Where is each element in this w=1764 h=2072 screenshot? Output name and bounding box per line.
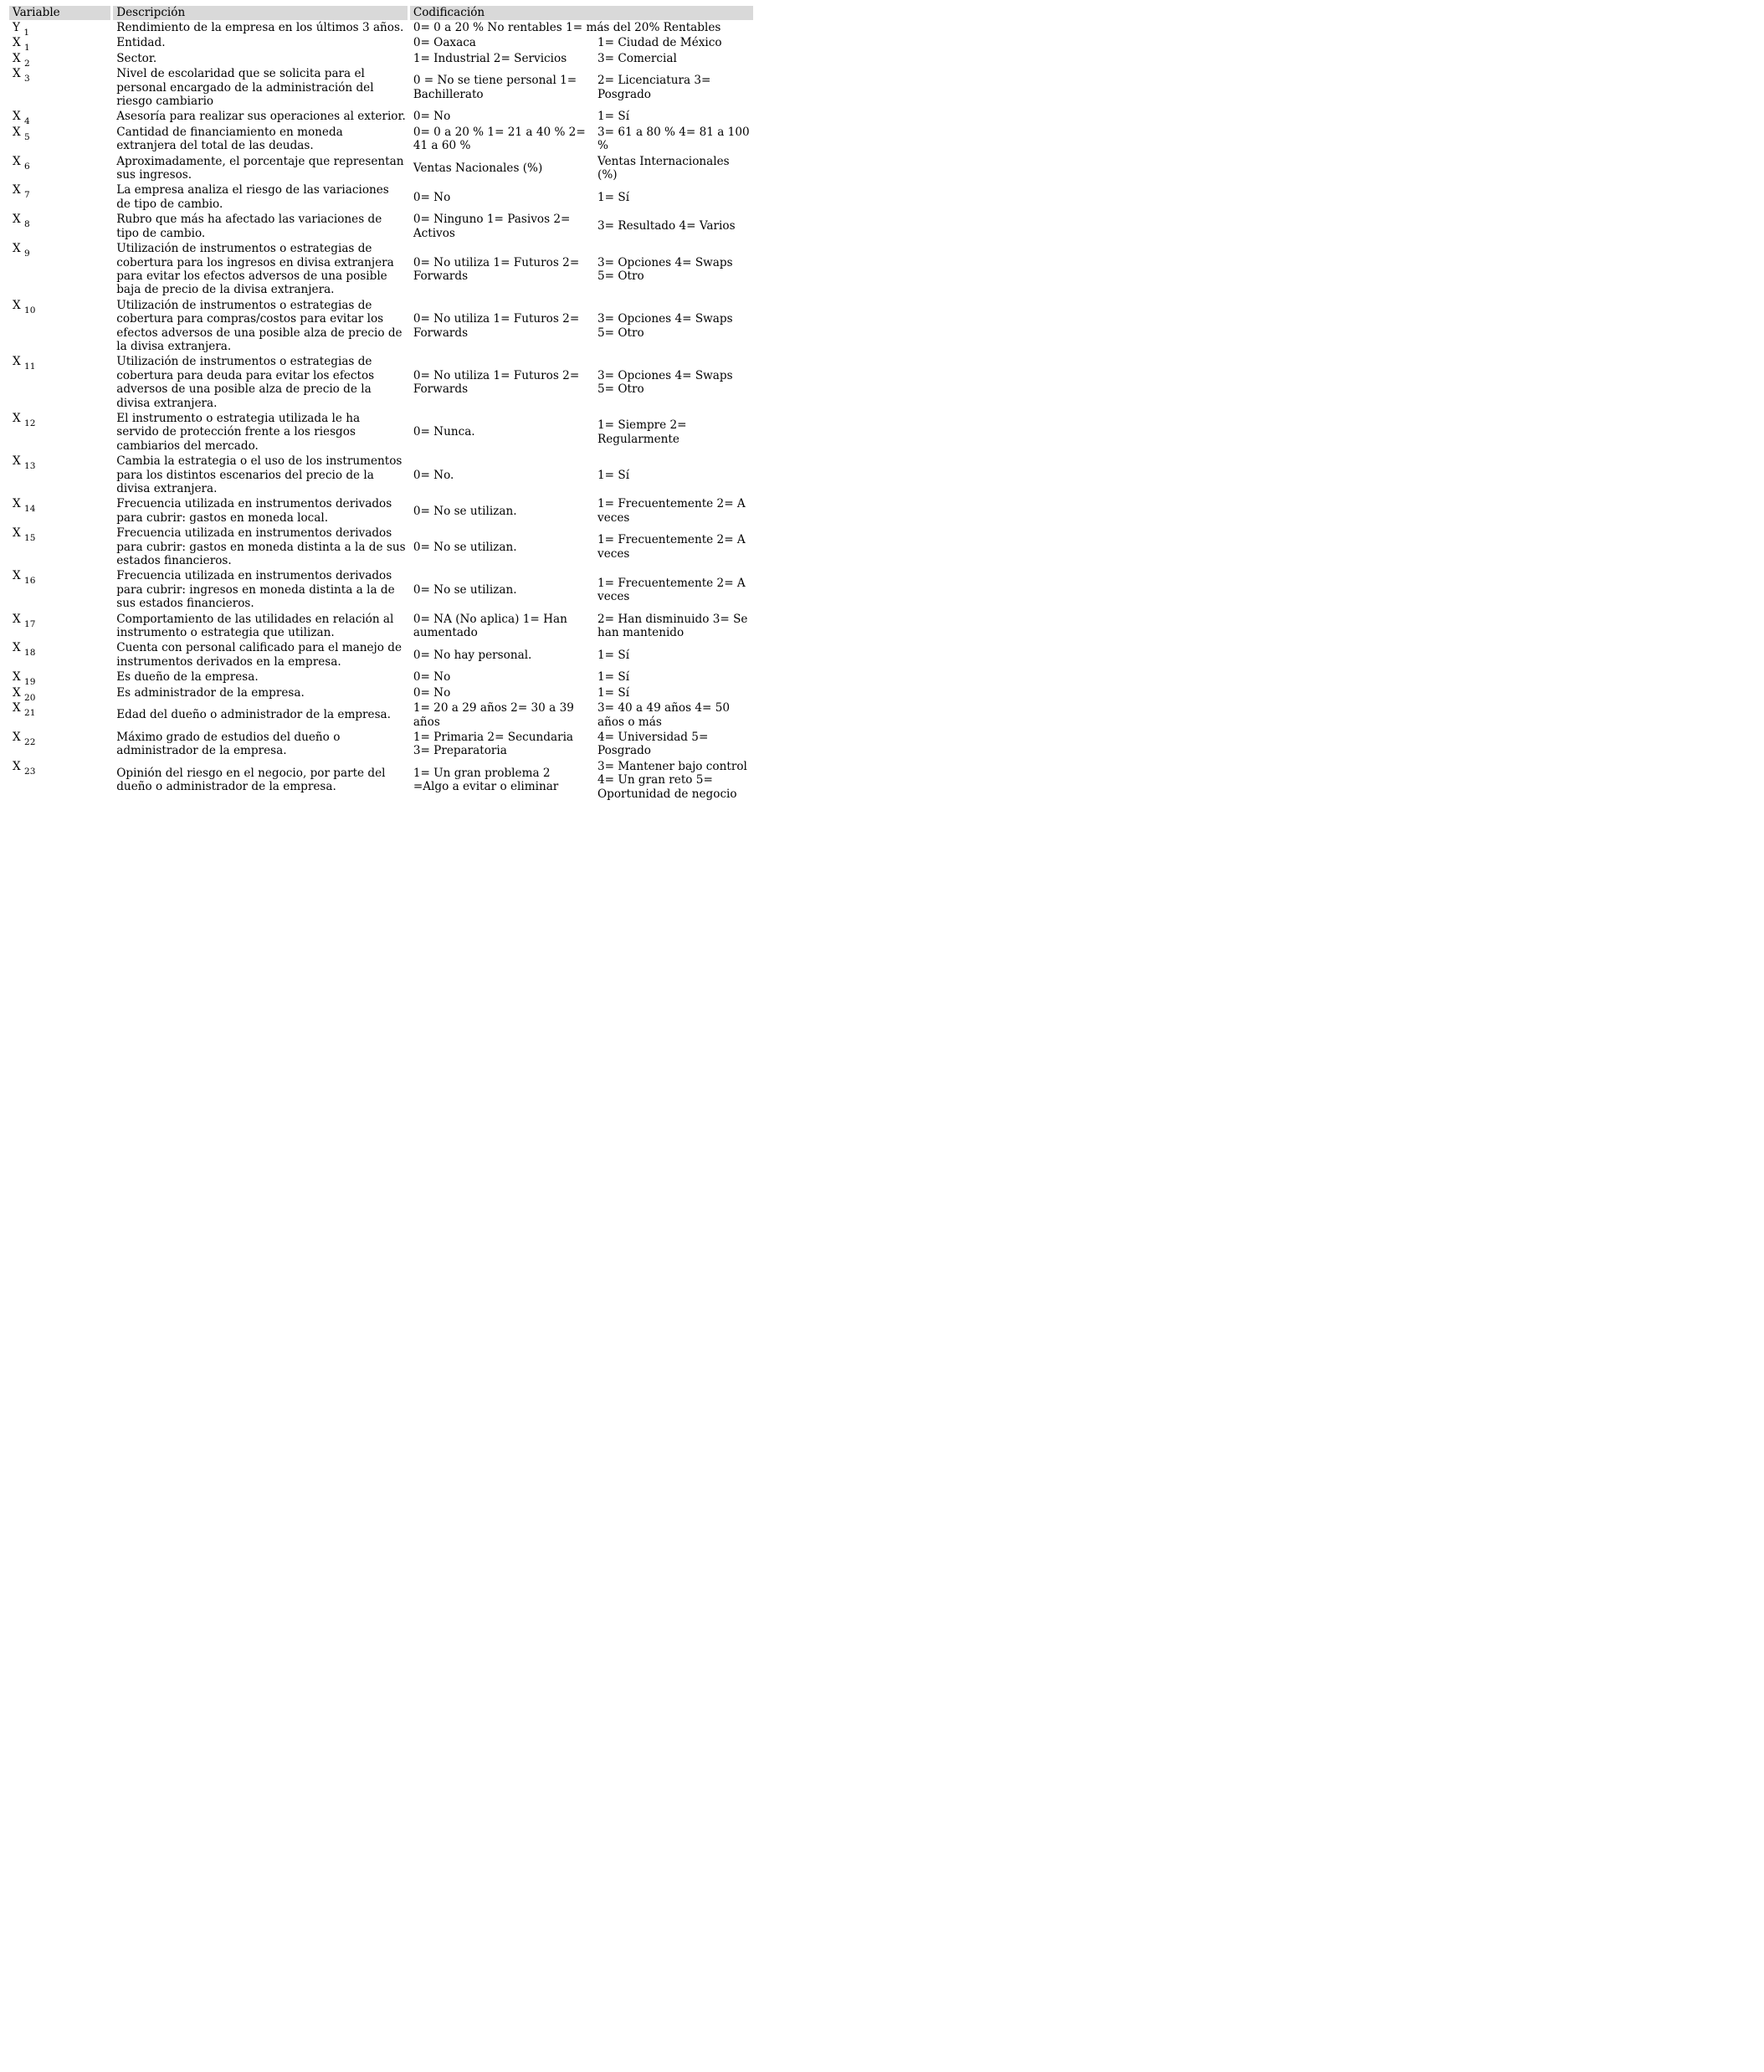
coding-cell-secondary: 1= Siempre 2= Regularmente xyxy=(597,418,687,446)
variables-table xyxy=(7,6,756,802)
variable-symbol: X xyxy=(13,685,21,700)
table-header-row xyxy=(9,6,753,20)
variable-cell xyxy=(9,496,110,526)
variable-symbol: X xyxy=(13,730,21,744)
coding-cell-secondary: 2= Han disminuido 3= Se han mantenido xyxy=(597,612,748,640)
coding-cell-secondary: 1= Sí xyxy=(597,110,630,124)
variable-symbol: X xyxy=(13,67,21,81)
description-cell: Edad del dueño o administrador de la empresa. xyxy=(116,708,391,722)
table-row xyxy=(9,212,753,241)
coding-cell-secondary: 2= Licenciatura 3= Posgrado xyxy=(597,74,711,101)
coding-cell-secondary: 3= Resultado 4= Varios xyxy=(597,219,736,233)
variable-symbol: X xyxy=(13,36,21,50)
variable-subscript: 20 xyxy=(24,692,36,703)
coding-cell-secondary: 1= Sí xyxy=(597,190,630,204)
variable-symbol: X xyxy=(13,454,21,469)
coding-cell-secondary: 3= Mantener bajo control 4= Un gran reto 5= Oportunidad de negocio xyxy=(597,759,747,801)
variable-subscript: 19 xyxy=(24,677,36,688)
coding-cell: 0= 0 a 20 % No rentables 1= más del 20% Rentables xyxy=(413,21,721,34)
description-cell: Utilización de instrumentos o estrategias de cobertura para deuda para evitar los efectos adversos de una posible alza de precio de la divisa extranjera. xyxy=(116,355,375,410)
description-cell: Sector. xyxy=(116,51,157,65)
coding-cell-secondary: 1= Sí xyxy=(597,685,630,700)
variable-cell xyxy=(9,66,110,109)
variable-subscript: 2 xyxy=(24,58,30,69)
variable-subscript: 18 xyxy=(24,648,36,659)
table-row xyxy=(9,568,753,611)
coding-cell: 0= No xyxy=(413,670,451,685)
variable-cell xyxy=(9,685,110,703)
variable-symbol: X xyxy=(13,355,21,369)
table-row xyxy=(9,354,753,411)
variable-symbol: X xyxy=(13,183,21,197)
variable-cell xyxy=(9,568,110,611)
variable-subscript: 6 xyxy=(24,161,30,172)
table-row xyxy=(9,730,753,759)
variable-subscript: 13 xyxy=(24,461,36,472)
table-row xyxy=(9,640,753,669)
variable-symbol: X xyxy=(13,125,21,139)
variable-cell xyxy=(9,125,110,154)
variable-symbol: X xyxy=(13,526,21,541)
table-row xyxy=(9,125,753,154)
table-row xyxy=(9,51,753,66)
coding-cell-secondary: 3= Opciones 4= Swaps 5= Otro xyxy=(597,312,733,340)
variable-symbol: X xyxy=(13,759,21,773)
variable-cell xyxy=(9,759,110,802)
coding-cell-secondary: 1= Sí xyxy=(597,670,630,685)
variable-cell xyxy=(9,669,110,688)
variable-symbol: Y xyxy=(13,21,20,34)
coding-cell: 0= Oaxaca xyxy=(413,36,476,50)
header-descripcion: Descripción xyxy=(113,6,408,20)
variable-cell xyxy=(9,154,110,183)
coding-cell-secondary: 1= Frecuentemente 2= A veces xyxy=(597,533,746,561)
coding-cell: 0= No utiliza 1= Futuros 2= Forwards xyxy=(413,255,580,283)
coding-cell-secondary: 1= Sí xyxy=(597,468,630,482)
variable-cell xyxy=(9,241,110,298)
variable-subscript: 17 xyxy=(24,618,36,629)
coding-cell: 1= Un gran problema 2 =Algo a evitar o eliminar xyxy=(413,766,559,794)
description-cell: Frecuencia utilizada en instrumentos derivados para cubrir: gastos en moneda local. xyxy=(116,497,392,525)
coding-cell: 0= Nunca. xyxy=(413,425,475,439)
variable-subscript: 3 xyxy=(24,74,30,85)
variable-cell xyxy=(9,51,110,69)
coding-cell: 0= No utiliza 1= Futuros 2= Forwards xyxy=(413,312,580,340)
description-cell: Nivel de escolaridad que se solicita para el personal encargado de la administración del riesgo cambiario xyxy=(116,67,374,109)
variable-cell xyxy=(9,20,110,38)
description-cell: La empresa analiza el riesgo de las variaciones de tipo de cambio. xyxy=(116,183,389,211)
coding-cell-secondary: 1= Frecuentemente 2= A veces xyxy=(597,576,746,604)
variable-subscript: 4 xyxy=(24,116,30,127)
variable-subscript: 11 xyxy=(24,362,36,372)
table-row xyxy=(9,298,753,355)
coding-cell-secondary: 4= Universidad 5= Posgrado xyxy=(597,730,709,758)
table-row xyxy=(9,411,753,454)
coding-cell-secondary: 3= Comercial xyxy=(597,51,677,65)
coding-cell: 0= No se utilizan. xyxy=(413,540,517,554)
table-row xyxy=(9,241,753,298)
variable-cell xyxy=(9,526,110,568)
variable-symbol: X xyxy=(13,213,21,227)
description-cell: Cambia la estrategia o el uso de los instrumentos para los distintos escenarios del precio de la divisa extranjera. xyxy=(116,454,403,495)
variable-symbol: X xyxy=(13,154,21,168)
coding-cell-secondary: 3= Opciones 4= Swaps 5= Otro xyxy=(597,368,733,397)
coding-cell: 1= Industrial 2= Servicios xyxy=(413,51,567,65)
variable-subscript: 1 xyxy=(23,28,29,38)
table-row xyxy=(9,182,753,212)
description-cell: Asesoría para realizar sus operaciones al exterior. xyxy=(116,110,406,124)
table-row xyxy=(9,612,753,641)
table-row xyxy=(9,685,753,700)
description-cell: Rubro que más ha afectado las variaciones de tipo de cambio. xyxy=(116,213,382,240)
variable-cell xyxy=(9,35,110,54)
table-row xyxy=(9,109,753,124)
variable-subscript: 12 xyxy=(24,418,36,428)
header-codificacion: Codificación xyxy=(410,6,753,20)
table-row xyxy=(9,454,753,496)
coding-cell: 0= No se utilizan. xyxy=(413,582,517,597)
variable-symbol: X xyxy=(13,298,21,312)
table-row xyxy=(9,700,753,730)
variable-symbol: X xyxy=(13,51,21,65)
coding-cell: 0= No hay personal. xyxy=(413,648,532,662)
table-row xyxy=(9,496,753,526)
table-row xyxy=(9,759,753,802)
coding-cell-secondary: 3= 40 a 49 años 4= 50 años o más xyxy=(597,701,731,729)
coding-cell: 0 = No se tiene personal 1= Bachillerato xyxy=(413,74,577,101)
coding-cell-secondary: 1= Frecuentemente 2= A veces xyxy=(597,497,746,525)
coding-cell: 0= 0 a 20 % 1= 21 a 40 % 2= 41 a 60 % xyxy=(413,125,586,153)
coding-cell: 0= No. xyxy=(413,468,454,482)
description-cell: Frecuencia utilizada en instrumentos derivados para cubrir: ingresos en moneda distinta a la de sus estados financieros. xyxy=(116,569,395,611)
table-body xyxy=(9,20,753,802)
variable-subscript: 16 xyxy=(24,576,36,587)
variable-symbol: X xyxy=(13,612,21,626)
variable-symbol: X xyxy=(13,701,21,715)
table-row xyxy=(9,154,753,183)
variable-subscript: 21 xyxy=(24,708,36,719)
coding-cell: 0= No xyxy=(413,190,451,204)
variable-subscript: 9 xyxy=(24,249,30,259)
variable-cell xyxy=(9,109,110,127)
variable-symbol: X xyxy=(13,110,21,124)
variable-subscript: 5 xyxy=(24,131,30,142)
coding-cell: 1= Primaria 2= Secundaria 3= Preparatoria xyxy=(413,730,574,758)
variable-symbol: X xyxy=(13,411,21,425)
description-cell: Comportamiento de las utilidades en relación al instrumento o estrategia que utilizan. xyxy=(116,612,394,640)
variable-cell xyxy=(9,354,110,411)
variable-cell xyxy=(9,700,110,730)
variable-cell xyxy=(9,730,110,759)
variable-cell xyxy=(9,212,110,241)
coding-cell: 1= 20 a 29 años 2= 30 a 39 años xyxy=(413,701,574,729)
description-cell: Máximo grado de estudios del dueño o administrador de la empresa. xyxy=(116,730,341,758)
coding-cell: 0= NA (No aplica) 1= Han aumentado xyxy=(413,612,567,640)
coding-cell: 0= Ninguno 1= Pasivos 2= Activos xyxy=(413,213,571,240)
description-cell: Aproximadamente, el porcentaje que representan sus ingresos. xyxy=(116,154,404,182)
variable-symbol: X xyxy=(13,569,21,583)
variable-subscript: 8 xyxy=(24,219,30,230)
coding-cell: 0= No se utilizan. xyxy=(413,504,517,518)
variable-subscript: 23 xyxy=(24,766,36,777)
variable-subscript: 1 xyxy=(24,43,30,54)
description-cell: Es administrador de la empresa. xyxy=(116,685,305,700)
coding-cell-secondary: 3= 61 a 80 % 4= 81 a 100 % xyxy=(597,125,750,153)
coding-cell-secondary: 3= Opciones 4= Swaps 5= Otro xyxy=(597,255,733,283)
description-cell: Utilización de instrumentos o estrategias de cobertura para los ingresos en divisa extranjera para evitar los efectos adversos de una posible baja de precio de la divisa extranjera. xyxy=(116,242,394,297)
table-row xyxy=(9,35,753,50)
variable-subscript: 7 xyxy=(24,190,30,201)
variable-subscript: 14 xyxy=(24,504,36,515)
description-cell: Frecuencia utilizada en instrumentos derivados para cubrir: gastos en moneda distinta a la de sus estados financieros. xyxy=(116,526,406,568)
variable-symbol: X xyxy=(13,641,21,655)
variable-cell xyxy=(9,411,110,454)
variable-cell xyxy=(9,640,110,669)
table-row xyxy=(9,66,753,109)
coding-cell: 0= No xyxy=(413,110,451,124)
description-cell: El instrumento o estrategia utilizada le ha servido de protección frente a los riesgos cambiarios del mercado. xyxy=(116,411,361,453)
coding-cell-secondary: Ventas Internacionales (%) xyxy=(597,154,730,182)
header-variable: Variable xyxy=(9,6,110,20)
variable-cell xyxy=(9,182,110,212)
table-row xyxy=(9,669,753,685)
variable-symbol: X xyxy=(13,242,21,256)
description-cell: Entidad. xyxy=(116,36,166,50)
table-row xyxy=(9,20,753,35)
variable-symbol: X xyxy=(13,497,21,511)
coding-cell-secondary: 1= Ciudad de México xyxy=(597,36,722,50)
coding-cell: Ventas Nacionales (%) xyxy=(413,161,543,175)
variable-subscript: 10 xyxy=(24,305,36,315)
description-cell: Cantidad de financiamiento en moneda extranjera del total de las deudas. xyxy=(116,125,343,153)
coding-cell-secondary: 1= Sí xyxy=(597,648,630,662)
variable-cell xyxy=(9,298,110,355)
variable-cell xyxy=(9,612,110,641)
table-row xyxy=(9,526,753,568)
variable-symbol: X xyxy=(13,670,21,685)
description-cell: Utilización de instrumentos o estrategias de cobertura para compras/costos para evitar los efectos adversos de una posible alza de precio de la divisa extranjera. xyxy=(116,298,403,353)
variables-table-container xyxy=(7,6,756,802)
description-cell: Cuenta con personal calificado para el manejo de instrumentos derivados en la empresa. xyxy=(116,641,402,669)
description-cell: Rendimiento de la empresa en los últimos 3 años. xyxy=(116,21,404,34)
description-cell: Es dueño de la empresa. xyxy=(116,670,259,685)
variable-subscript: 15 xyxy=(24,533,36,544)
coding-cell: 0= No utiliza 1= Futuros 2= Forwards xyxy=(413,368,580,397)
variable-cell xyxy=(9,454,110,496)
description-cell: Opinión del riesgo en el negocio, por parte del dueño o administrador de la empresa. xyxy=(116,766,386,794)
coding-cell: 0= No xyxy=(413,685,451,700)
variable-subscript: 22 xyxy=(24,736,36,747)
